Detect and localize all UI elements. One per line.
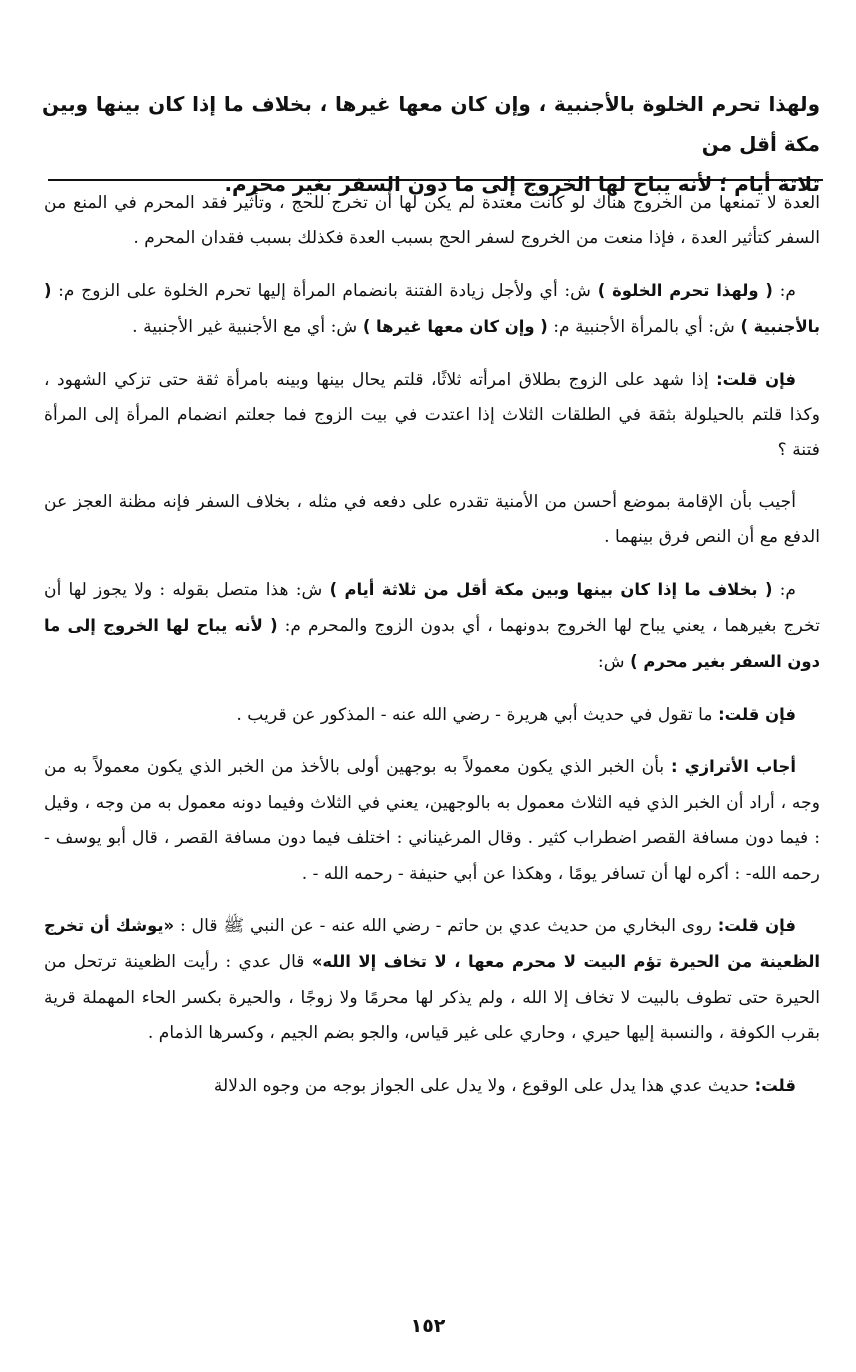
matn-line-1: ولهذا تحرم الخلوة بالأجنبية ، وإن كان معها غيرها ، بخلاف ما إذا كان بينها وبين مكة أقل من bbox=[42, 92, 820, 156]
commentary-span: ش: bbox=[597, 652, 631, 673]
hadith-quote: «يوشك أن تخرج الظعينة من الحيرة تؤم البيت لا محرم معها ، لا تخاف إلا الله» bbox=[44, 915, 820, 972]
quoted-matn: ( وإن كان معها غيرها ) bbox=[362, 317, 548, 337]
commentary-paragraph-4: أجيب بأن الإقامة بموضع أحسن من الأمنية تقدره على دفعه في مثله ، بخلاف السفر فإنه مظنة العجز عن الدفع مع أن النص فرق بينهما . bbox=[44, 491, 820, 548]
commentary-paragraph-8 bbox=[44, 908, 820, 1052]
commentary-paragraph-3 bbox=[44, 362, 820, 469]
quoted-matn: ( بخلاف ما إذا كان بينها وبين مكة أقل من ثلاثة أيام ) bbox=[329, 579, 773, 599]
separator-rule bbox=[48, 179, 823, 181]
quoted-matn: ( ولهذا تحرم الخلوة ) bbox=[597, 280, 773, 300]
quoted-matn: ( بالأجنبية ) bbox=[44, 280, 820, 337]
objection-label: فإن قلت: bbox=[716, 369, 796, 389]
commentary-paragraph-6 bbox=[44, 697, 820, 733]
objection-label: فإن قلت: bbox=[718, 704, 796, 724]
quoted-matn: ( لأنه يباح لها الخروج إلى ما دون السفر بغير محرم ) bbox=[44, 616, 820, 672]
label-mim: م: bbox=[779, 280, 796, 301]
objection-label: فإن قلت: bbox=[717, 915, 796, 935]
commentary-span: ش: أي ولأجل زيادة الفتنة بانضمام المرأة إليها تحرم الخلوة على الزوج م: bbox=[51, 280, 598, 301]
commentary-span: بأن الخبر الذي يكون معمولاً به بوجهين أولى بالأخذ من الخبر الذي يكون معمولاً به من وجه ، أراد أن الخبر الذي فيه الثلاث معمول به بالوجهين، يعني في الثلاث وفيما دونه معمول به من وجه ، وقيل : فيما دون مسافة القصر اضطراب كثير . وقال المرغيناني : اختلف فيما دون مسافة القصر ، قال أبو يوسف - رحمه الله- : أكره لها أن تسافر يومًا ، وهكذا عن أبي حنيفة - رحمه الله - . bbox=[44, 757, 820, 884]
commentary-paragraph-7 bbox=[44, 749, 820, 892]
commentary-span: ش: هذا متصل بقوله : ولا يجوز لها أن تخرج بغيرهما ، يعني يباح لها الخروج بدونهما ، أي بدون الزوج والمحرم م: bbox=[44, 579, 820, 637]
commentary-span: ما تقول في حديث أبي هريرة - رضي الله عنه - المذكور عن قريب . bbox=[236, 704, 719, 725]
answer-label: أجاب الأترازي : bbox=[671, 757, 796, 777]
reply-label: قلت: bbox=[754, 1075, 796, 1095]
matn-line-2: ثلاثة أيام ؛ لأنه يباح لها الخروج إلى ما دون السفر بغير محرم. bbox=[224, 172, 820, 196]
commentary-span: قال عدي : رأيت الظعينة ترتحل من الحيرة حتى تطوف بالبيت لا تخاف إلا الله ، ولم يذكر لها محرمًا ولا زوجًا ، والحيرة بكسر الحاء المهملة قرية بقرب الكوفة ، والنسبة إليها حيري ، وحاري على غير قياس، والجو بضم الجيم ، وكسرها الذمام . bbox=[44, 952, 820, 1044]
commentary-paragraph-9 bbox=[44, 1068, 820, 1104]
commentary-paragraph-1: العدة لا تمنعها من الخروج هناك لو كانت معتدة لم يكن لها أن تخرج للحج ، وتأثير فقد المحرم في المنع من السفر كتأثير العدة ، فإذا منعت من الخروج لسفر الحج بسبب العدة فكذلك بسبب فقدان المحرم . bbox=[44, 193, 820, 249]
commentary-span: ش: أي بالمرأة الأجنبية م: bbox=[547, 317, 741, 338]
page-number: ١٥٢ bbox=[410, 1315, 446, 1337]
commentary-span: ش: أي مع الأجنبية غير الأجنبية . bbox=[132, 317, 363, 338]
commentary-paragraph-5 bbox=[44, 572, 820, 681]
label-mim: م: bbox=[779, 579, 797, 600]
commentary-span: إذا شهد على الزوج بطلاق امرأته ثلاثًا، قلتم يحال بينها وبينه بامرأة ثقة حتى تزكي الشهود ، وكذا قلتم بالحيلولة بثقة في الطلقات الثلاث إذا اعتدت في بيت الزوج فما جعلتم انضمام المرأة إلى المرأة فتنة ؟ bbox=[44, 369, 820, 461]
commentary-span: روى البخاري من حديث عدي بن حاتم - رضي الله عنه - عن النبي ﷺ قال : bbox=[174, 915, 718, 936]
commentary-text bbox=[44, 186, 820, 1120]
commentary-paragraph-2 bbox=[44, 273, 820, 346]
commentary-span: حديث عدي هذا يدل على الوقوع ، ولا يدل على الجواز بوجه من وجوه الدلالة bbox=[213, 1075, 755, 1096]
